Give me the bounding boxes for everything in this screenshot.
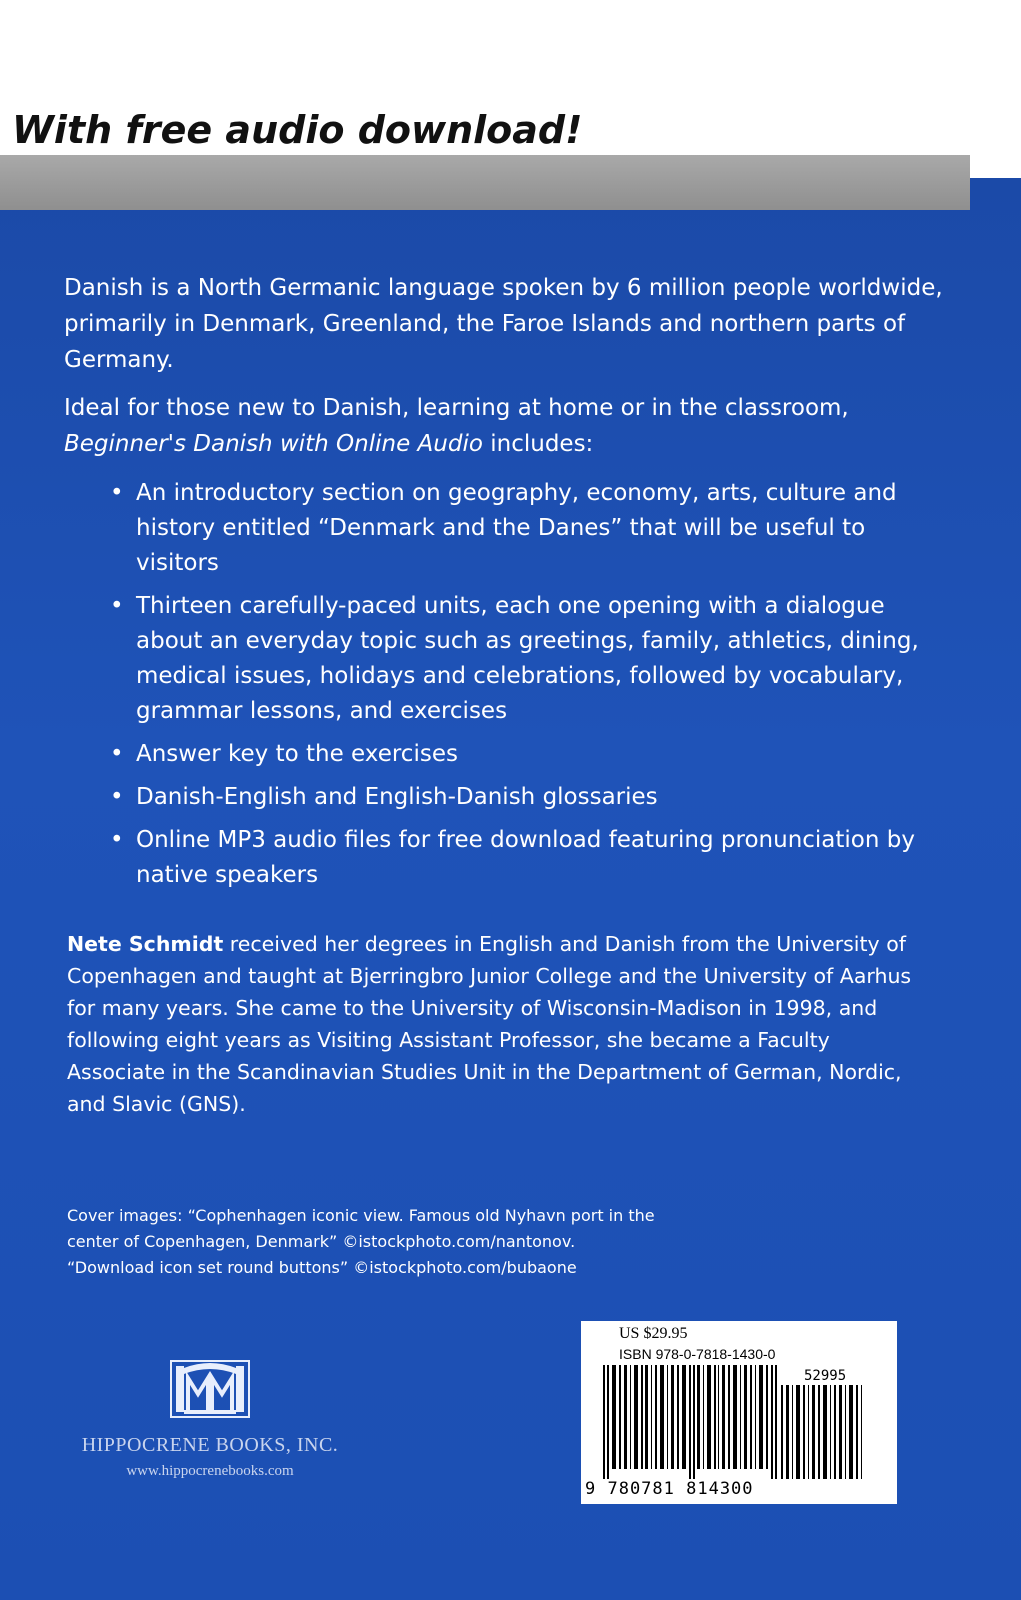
- bullet-icon: •: [110, 741, 124, 767]
- feature-list: [64, 476, 944, 893]
- feature-item: [110, 823, 944, 893]
- feature-text: Thirteen carefully-paced units, each one opening with a dialogue about an everyday topic such as greetings, family, athletics, dining, medical issues, holidays and celebrations, followed by vocabulary, grammar lessons, and exercises: [136, 593, 919, 724]
- isbn-digits: 9 780781 814300: [585, 1479, 754, 1499]
- includes-text: includes:: [482, 431, 594, 457]
- bullet-icon: •: [110, 480, 124, 506]
- price-code: 52995: [804, 1368, 847, 1384]
- publisher-url: www.hippocrenebooks.com: [126, 1463, 294, 1479]
- bullet-icon: •: [110, 827, 124, 853]
- price-label: US $29.95: [619, 1325, 688, 1342]
- feature-text: Danish-English and English-Danish glossaries: [136, 784, 658, 810]
- intro-paragraph: Danish is a North Germanic language spoken by 6 million people worldwide, primarily in Denmark, Greenland, the Faroe Islands and northern parts of Germany.: [64, 275, 943, 373]
- feature-item: [110, 737, 944, 772]
- author-bio-text: received her degrees in English and Danish from the University of Copenhagen and taught at Bjerringbro Junior College and the University of Aarhus for many years. She came to the University of Wisconsin-Madison in 1998, and following eight years as Visiting Assistant Professor, she became a Faculty Associate in the Scandinavian Studies Unit in the Department of German, Nordic, and Slavic (GNS).: [67, 932, 912, 1116]
- hippocrene-logo-icon: [170, 1360, 250, 1418]
- feature-item: [110, 780, 944, 815]
- credits-line: Cover images: “Cophenhagen iconic view. Famous old Nyhavn port in the: [67, 1206, 655, 1225]
- barcode-panel: [581, 1321, 897, 1504]
- feature-text: Online MP3 audio files for free download featuring pronunciation by native speakers: [136, 827, 915, 888]
- bullet-icon: •: [110, 784, 124, 810]
- feature-item: [110, 589, 944, 729]
- isbn-label: ISBN 978-0-7818-1430-0: [619, 1346, 776, 1362]
- bullet-icon: •: [110, 593, 124, 619]
- ideal-for-text: Ideal for those new to Danish, learning at home or in the classroom,: [64, 395, 849, 421]
- feature-item: [110, 476, 944, 581]
- book-title: Beginner's Danish with Online Audio: [64, 431, 483, 457]
- feature-text: Answer key to the exercises: [136, 741, 458, 767]
- cover-image-credits: [67, 1203, 767, 1281]
- ideal-for-paragraph: [64, 390, 944, 462]
- author-bio: [67, 928, 927, 1120]
- publisher-name: HIPPOCRENE BOOKS, INC.: [81, 1434, 339, 1456]
- author-name: Nete Schmidt: [67, 932, 224, 956]
- credits-line: “Download icon set round buttons” ©istockphoto.com/bubaone: [67, 1258, 577, 1277]
- publisher-block: [40, 1360, 380, 1480]
- grey-header-stripe: [0, 155, 970, 210]
- description-block: [64, 270, 944, 901]
- feature-text: An introductory section on geography, economy, arts, culture and history entitled “Denmark and the Danes” that will be useful to visitors: [136, 480, 897, 576]
- credits-line: center of Copenhagen, Denmark” ©istockphoto.com/nantonov.: [67, 1232, 576, 1251]
- tagline: With free audio download!: [12, 108, 583, 152]
